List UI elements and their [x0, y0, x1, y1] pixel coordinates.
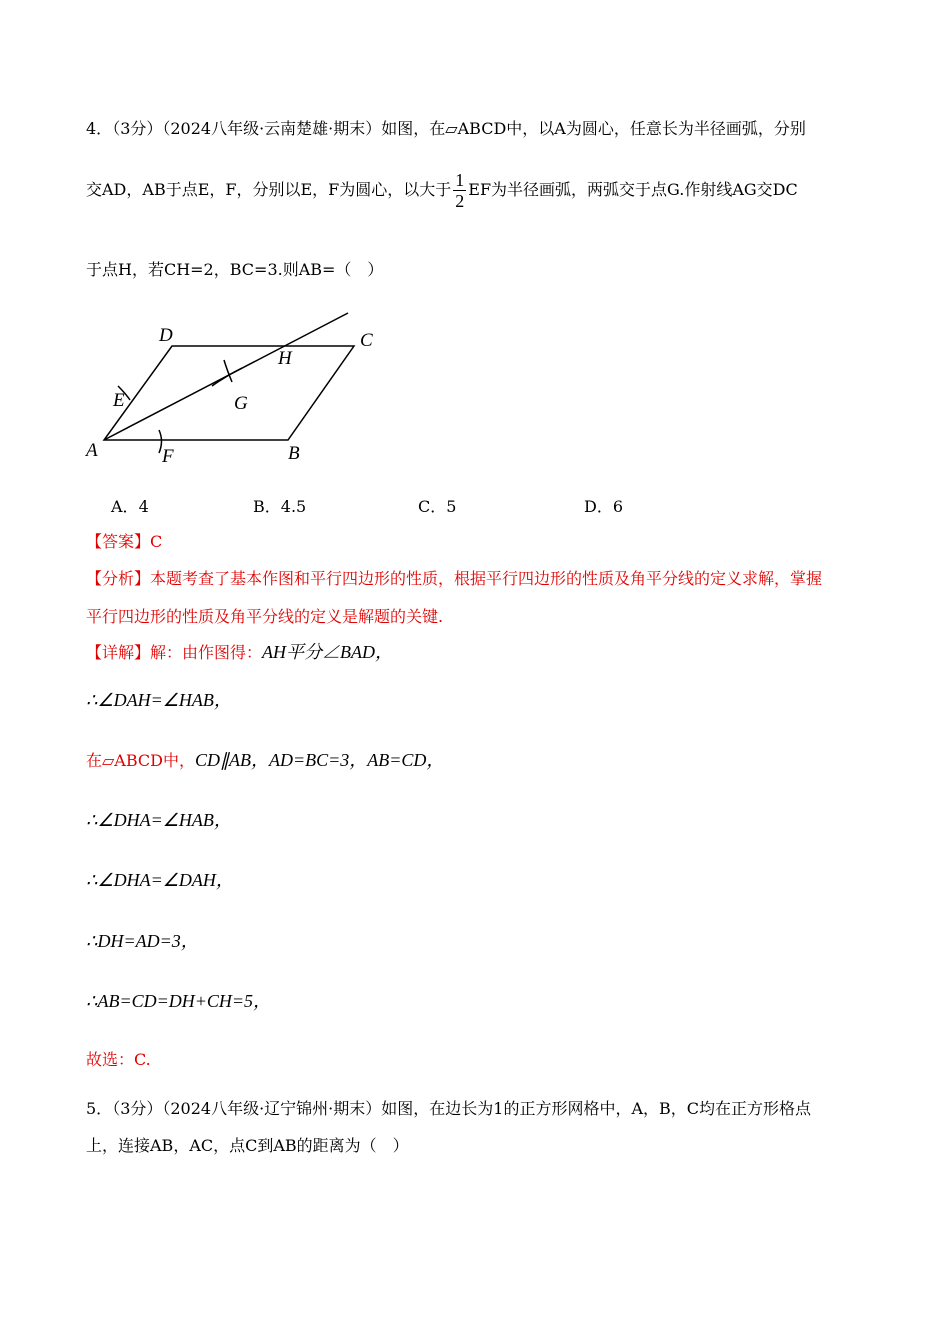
- q4-text-line3: 于点H，若CH=2，BC=3.则AB=（ ）: [86, 260, 384, 279]
- half-fraction: $\frac{1}{2}$: [455, 170, 465, 211]
- analysis-line2: 平行四边形的性质及角平分线的定义是解题的关键.: [86, 607, 444, 626]
- answer-line: [86, 529, 162, 552]
- step-5: ∴DH=AD=3，: [86, 931, 199, 951]
- conclusion: 故选：C.: [86, 1050, 151, 1069]
- parallelogram-figure: [80, 300, 390, 475]
- q4-stem-line2: [86, 170, 798, 211]
- q4-text-line1: 如图，在▱ABCD中，以A为圆心，任意长为半径画弧，分别: [381, 119, 806, 138]
- label-c: C: [360, 330, 373, 351]
- label-b: B: [288, 443, 300, 464]
- q5-stem-line1: 5．（3分）（2024八年级·辽宁锦州·期末）如图，在边长为1的正方形网格中，A，B，C均在正方形格点: [86, 1099, 812, 1118]
- option-c[interactable]: C．5: [418, 497, 457, 516]
- analysis-tag: 【分析】: [86, 569, 151, 588]
- label-a: A: [86, 440, 98, 461]
- label-e: E: [113, 390, 125, 411]
- q5-source: （2024八年级·辽宁锦州·期末）: [162, 1099, 382, 1118]
- answer-value: C: [150, 532, 163, 551]
- q4-number: 4．: [86, 119, 113, 138]
- arc-g-1: [224, 360, 232, 382]
- step-6: ∴AB=CD=DH+CH=5，: [86, 991, 272, 1011]
- option-a[interactable]: A．4: [111, 497, 149, 516]
- option-d[interactable]: D．6: [584, 497, 624, 516]
- step-3: ∴∠DHA=∠HAB，: [86, 810, 232, 830]
- label-h: H: [278, 348, 292, 369]
- parallelogram-abcd: [104, 346, 354, 440]
- detail-tag: 【详解】: [86, 643, 151, 662]
- detail-line: 【详解】解：由作图得：AH平分∠BAD，: [86, 642, 394, 662]
- option-b[interactable]: B．4.5: [253, 497, 307, 516]
- q4-stem-line1: [86, 116, 806, 139]
- step-2: 在▱ABCD中，CD∥AB，AD=BC=3，AB=CD，: [86, 750, 445, 770]
- analysis-line1: 【分析】本题考查了基本作图和平行四边形的性质，根据平行四边形的性质及角平分线的定义求解，掌握: [86, 569, 823, 588]
- q4-text-line2a: 交AD，AB于点E，F，分别以E，F为圆心，以大于: [86, 180, 452, 199]
- answer-tag: 【答案】: [86, 532, 151, 551]
- q5-number: 5．: [86, 1099, 113, 1118]
- label-f: F: [162, 446, 174, 467]
- label-d: D: [159, 325, 173, 346]
- q4-text-line2b: EF为半径画弧，两弧交于点G.作射线AG交DC: [468, 180, 798, 199]
- q4-source: （2024八年级·云南楚雄·期末）: [162, 119, 382, 138]
- q4-stem-line3: [86, 257, 383, 280]
- q4-score: （3分）: [112, 119, 163, 138]
- step-4: ∴∠DHA=∠DAH，: [86, 870, 234, 890]
- q5-score: （3分）: [112, 1099, 163, 1118]
- label-g: G: [234, 393, 248, 414]
- q5-stem-line2: 上，连接AB，AC，点C到AB的距离为（ ）: [86, 1136, 409, 1155]
- step-1: ∴∠DAH=∠HAB，: [86, 690, 232, 710]
